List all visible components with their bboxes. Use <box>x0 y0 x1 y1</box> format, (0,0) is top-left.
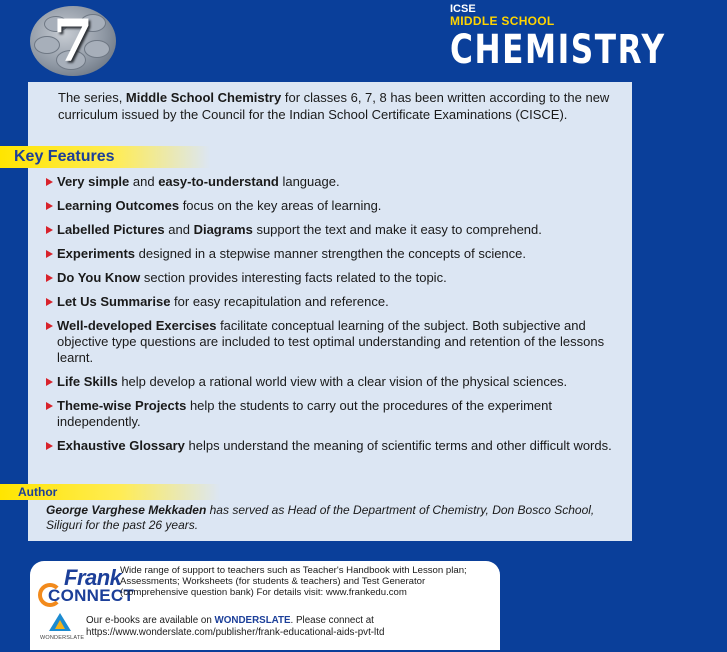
feature-item: Learning Outcomes focus on the key areas of learning. <box>46 198 626 214</box>
ebook-availability-text: Our e-books are available on WONDERSLATE. Please connect at https://www.wonderslate.com/publisher/frank-educational-aids-pvt-ltd <box>86 615 385 638</box>
series-title: CHEMISTRY <box>450 27 666 73</box>
feature-item: Labelled Pictures and Diagrams support the text and make it easy to comprehend. <box>46 222 626 238</box>
intro-paragraph: The series, Middle School Chemistry for classes 6, 7, 8 has been written according to the new curriculum issued by the Council for the Indian School Certificate Examinations (CISCE). <box>58 90 610 122</box>
key-features-heading: Key Features <box>14 148 115 165</box>
series-brand <box>450 3 727 72</box>
info-panel <box>14 82 632 541</box>
feature-item: Experiments designed in a stepwise manner strengthen the concepts of science. <box>46 246 626 262</box>
grade-badge <box>30 6 116 76</box>
grade-number: 7 <box>52 7 94 75</box>
feature-item: Do You Know section provides interesting facts related to the topic. <box>46 270 626 286</box>
teacher-support-text: Wide range of support to teachers such as Teacher's Handbook with Lesson plan; Assessments; Worksheets (for students & teachers) and Test Generator (comprehensive question bank) For details visit: www.frankedu.com <box>120 565 467 598</box>
series-label: ICSE <box>450 3 476 15</box>
series-subtitle: MIDDLE SCHOOL <box>450 14 555 28</box>
frank-connect-logo: Frank CONNECT <box>38 567 134 611</box>
feature-item: Very simple and easy-to-understand language. <box>46 174 626 190</box>
feature-item: Exhaustive Glossary helps understand the meaning of scientific terms and other difficult words. <box>46 438 626 454</box>
author-bio: George Varghese Mekkaden has served as Head of the Department of Chemistry, Don Bosco School, Siliguri for the past 26 years. <box>46 503 595 532</box>
feature-item: Life Skills help develop a rational world view with a clear vision of the physical sciences. <box>46 374 626 390</box>
feature-item: Well-developed Exercises facilitate conceptual learning of the subject. Both subjective and objective type questions are included to test optimal understanding and retention of the lessons learnt. <box>46 318 626 366</box>
author-band <box>0 484 220 500</box>
key-features-band <box>0 146 210 168</box>
feature-item: Let Us Summarise for easy recapitulation and reference. <box>46 294 626 310</box>
author-heading: Author <box>18 485 58 499</box>
wonderslate-logo: WONDERSLATE <box>40 613 80 647</box>
support-box <box>30 561 500 650</box>
key-features-list <box>46 174 626 462</box>
wonderslate-link[interactable]: https://www.wonderslate.com/publisher/frank-educational-aids-pvt-ltd <box>86 627 385 638</box>
feature-item: Theme-wise Projects help the students to carry out the procedures of the experiment independently. <box>46 398 626 430</box>
